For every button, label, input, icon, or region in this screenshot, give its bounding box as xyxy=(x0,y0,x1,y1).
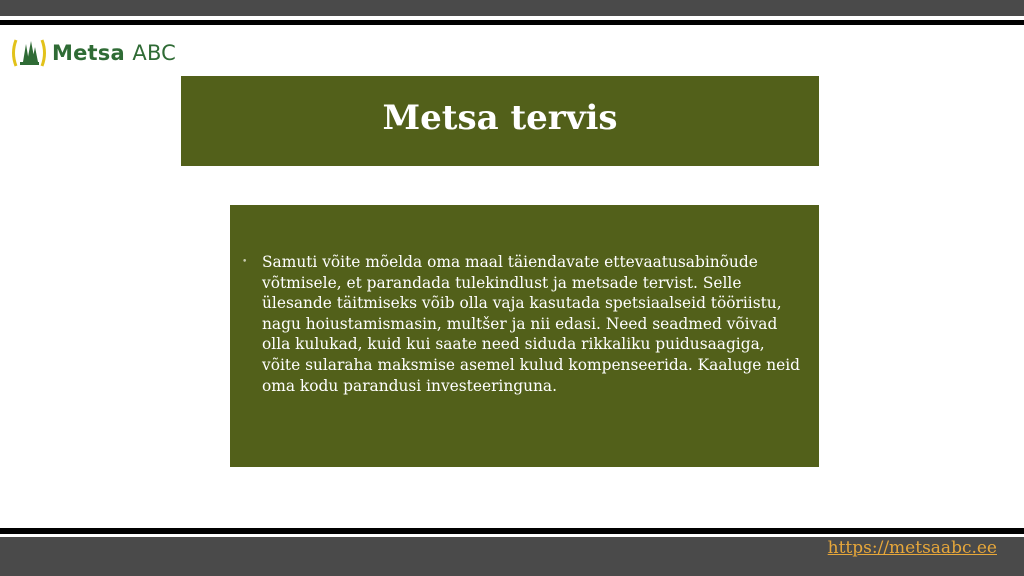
forest-tree-icon xyxy=(10,36,48,70)
brand-logo[interactable] xyxy=(10,36,176,70)
top-header-bar xyxy=(0,0,1024,16)
content-panel xyxy=(230,205,819,467)
website-link[interactable]: https://metsaabc.ee xyxy=(827,538,997,558)
title-panel xyxy=(181,76,819,166)
bullet-marker: • xyxy=(242,257,248,267)
slide-title: Metsa tervis xyxy=(382,98,618,138)
bullet-item xyxy=(242,252,805,396)
brand-name: Metsa ABC xyxy=(52,41,177,65)
body-paragraph: Samuti võite mõelda oma maal täiendavate ettevaatusabinõude võtmisele, et parandada tulekindlust ja metsade tervist. Selle ülesande täitmiseks võib olla vaja kasutada spetsiaalseid tööriistu, nagu hoiustamismasin, multšer ja nii edasi. Need seadmed võivad olla kulukad, kuid kui saate need siduda rikkaliku puidusaagiga, võite sularaha maksmise asemel kulud kompenseerida. Kaaluge neid oma kodu parandusi investeeringuna. xyxy=(262,253,801,395)
top-divider-line xyxy=(0,20,1024,25)
